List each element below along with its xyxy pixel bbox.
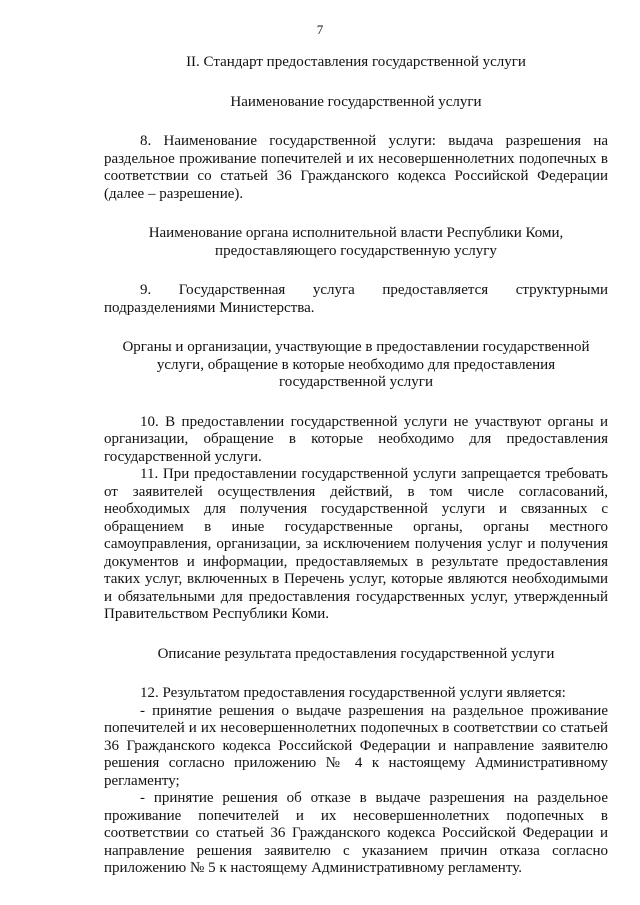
page-number: 7 [316,22,324,37]
paragraph-10: 10. В предоставлении государственной услуги не участвуют органы и организации, обращение в которые необходимо для предоставления государственной услуги. [104,413,608,465]
paragraph-12: 12. Результатом предоставления государственной услуги является: [140,685,566,701]
paragraph-12-item-1: - принятие решения о выдаче разрешения на раздельное проживание попечителей и их несовершеннолетних подопечных в соответствии со статьей 36 Гражданского кодекса Российской Федерации и направление заявителю решения согласно приложению № 4 к настоящему Административному регламенту; [104,702,608,789]
paragraph-12-item-2: - принятие решения об отказе в выдаче разрешения на раздельное проживание попечителей и их несовершеннолетних подопечных в соответствии со статьей 36 Гражданского кодекса Российской Федерации и направление решения заявителю с указанием причин отказа согласно приложению № 5 к настоящему Административному регламенту. [104,790,608,876]
paragraph-9: 9. Государственная услуга предоставляется структурными подразделениями Министерства. [104,282,608,316]
heading-executive-body: Наименование органа исполнительной власти Республики Коми, предоставляющего государственную услугу [148,225,564,259]
section-title: II. Стандарт предоставления государственной услуги [186,54,526,70]
paragraph-11: 11. При предоставлении государственной услуги запрещается требовать от заявителей осуществления действий, в том числе согласований, необходимых для получения государственной услуги и связанных с обращением в иные государственные органы, органы местного самоуправления, организации, за исключением получения услуг и получения документов и информации, предоставляемых в результате предоставления таких услуг, включенных в Перечень услуг, которые являются необходимыми и обязательными для предоставления государственных услуг, утвержденный Правительством Республики Коми. [104,466,608,622]
heading-service-result: Описание результата предоставления государственной услуги [157,645,555,662]
paragraph-8: 8. Наименование государственной услуги: выдача разрешения на раздельное проживание попечителей и их несовершеннолетних подопечных в соответствии со статьей 36 Гражданского кодекса Российской Федерации (далее – разрешение). [104,133,608,202]
heading-service-name: Наименование государственной услуги [230,93,482,110]
page-content [104,54,608,878]
heading-participating-orgs: Органы и организации, участвующие в предоставлении государственной услуги, обращение в которые необходимо для предоставления государственной услуги [122,339,590,390]
